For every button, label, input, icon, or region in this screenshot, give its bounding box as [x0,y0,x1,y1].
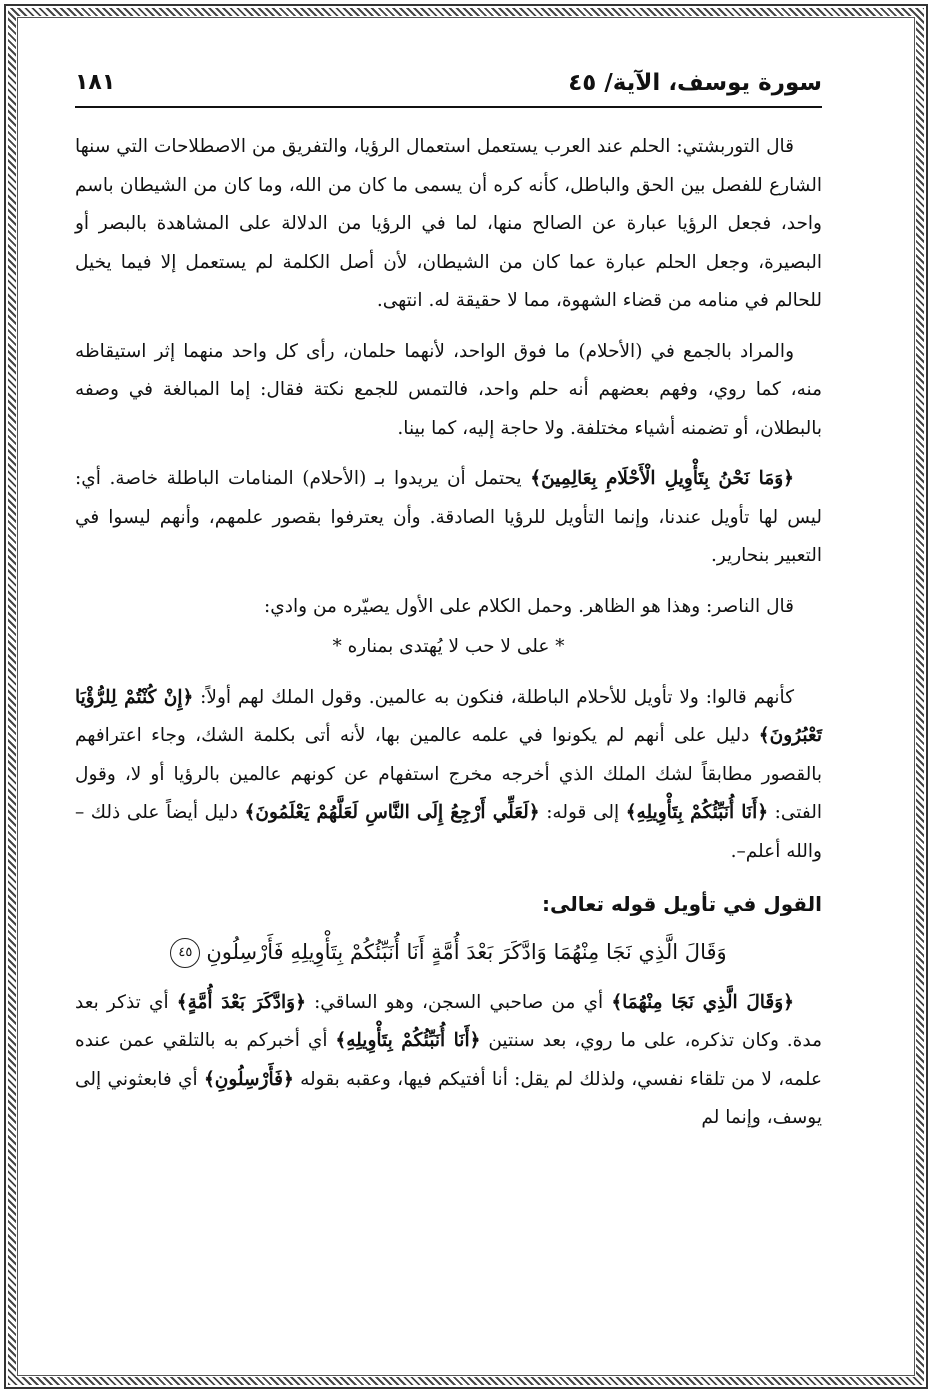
page-header [75,62,822,108]
quran-quote: ﴿وَقَالَ الَّذِي نَجَا مِنْهُمَا﴾ [611,991,795,1013]
quran-quote: ﴿لَعَلِّي أَرْجِعُ إِلَى النَّاسِ لَعَلَّهُمْ يَعْلَمُونَ﴾ [244,802,540,823]
quran-quote: ﴿وَادَّكَرَ بَعْدَ أُمَّةٍ﴾ [176,991,306,1013]
paragraph-4: قال الناصر: وهذا هو الظاهر. وحمل الكلام على الأول يصيّره من وادي: [264,595,794,617]
paragraph-text: أي تذكر بعد مدة. وكان تذكره، على ما روي، بعد سنتين [75,991,822,1051]
running-title: سورة يوسف، الآية/ ٤٥ [568,70,822,96]
ayah-number-icon: ٤٥ [170,938,200,968]
section-heading: القول في تأويل قوله تعالى: [542,892,822,916]
quran-quote: ﴿أَنَا أُنَبِّئُكُمْ بِتَأْوِيلِهِ﴾ [335,1030,481,1051]
paragraph-text: دليل أيضاً على ذلك – والله أعلم–. [75,802,822,862]
ayah-text: وَقَالَ الَّذِي نَجَا مِنْهُمَا وَادَّكَرَ بَعْدَ أُمَّةٍ أَنَا أُنَبِّئُكُمْ بِتَأْوِيلِهِ فَأَرْسِلُونِ [206,939,727,964]
ayah-block [75,930,822,974]
page-number: ١٨١ [75,70,116,95]
quran-quote: ﴿أَنَا أُنَبِّئُكُمْ بِتَأْوِيلِهِ﴾ [625,802,769,823]
quran-quote: ﴿إِنْ كُنْتُمْ لِلرُّؤْيَا تَعْبُرُونَ﴾ [75,686,822,746]
paragraph-text: أي فابعثوني إلى يوسف، وإنما لم [75,1068,822,1128]
paragraph-text: يحتمل أن يريدوا بـ (الأحلام) المنامات الباطلة خاصة. أي: ليس لها تأويل عندنا، وإنما التأويل للرؤيا الصادقة. وأن يعترفوا بقصور علمهم، وأنهم ليسوا في التعبير بنحارير. [75,468,822,566]
quran-quote: ﴿وَمَا نَحْنُ بِتَأْوِيلِ الْأَحْلَامِ بِعَالِمِينَ﴾ [530,468,794,489]
poem-verse: * على لا حب لا يُهتدى بمناره * [332,636,565,657]
paragraph-1: قال التوربشتي: الحلم عند العرب يستعمل استعمال الرؤيا، والتفريق من الاصطلاحات التي سنها الشارع للفصل بين الحق والباطل، كأنه كره أن يسمى ما كان من الله، وما كان من الشيطان باسم واحد، فجعل الرؤيا عبارة عن الصالح منها، لما في الرؤيا من الدلالة على المشاهدة بالبصر أو البصيرة، وجعل الحلم عبارة عما كان من الشيطان، لأن أصل الكلمة لم يستعمل إلا فيما يخيل للحالم في منامه من قضاء الشهوة، مما لا حقيقة له. انتهى. [75,136,822,311]
paragraph-6 [75,984,822,1138]
paragraph-text: أي من صاحبي السجن، وهو الساقي: [305,991,612,1013]
paragraph-3 [75,460,822,576]
paragraph-5 [75,679,822,872]
quran-quote: ﴿فَأَرْسِلُونِ﴾ [203,1068,294,1090]
paragraph-text: دليل على أنهم لم يكونوا في علمه عالمين بها، لأنه أتى بكلمة الشك، وجاء اعترافهم بالقصور مطابقاً لشك الملك الذي أخرجه مخرج استفهام عن كونهم عالمين بالرؤيا أو لا، وقول الفتى: [75,725,822,823]
paragraph-text: كأنهم قالوا: ولا تأويل للأحلام الباطلة، فنكون به عالمين. وقول الملك لهم أولاً: [193,686,794,708]
paragraph-text: إلى قوله: [539,802,626,823]
page [75,62,822,1150]
paragraph-text: أي أخبركم به بالتلقي عمن عنده علمه، لا من تلقاء نفسي، ولذلك لم يقل: أنا أفتيكم فيها، وعقبه بقوله [75,1030,822,1090]
paragraph-2: والمراد بالجمع في (الأحلام) ما فوق الواحد، لأنهما حلمان، رأى كل واحد منهما إثر استيقاظه منه، كما روي، وفهم بعضهم أنه حلم واحد، فالتمس للجمع نكتة فقال: إما المبالغة في وصفه بالبطلان، أو تضمنه أشياء مختلفة. ولا حاجة إليه، كما بينا. [75,340,822,439]
page-body [75,128,822,1138]
